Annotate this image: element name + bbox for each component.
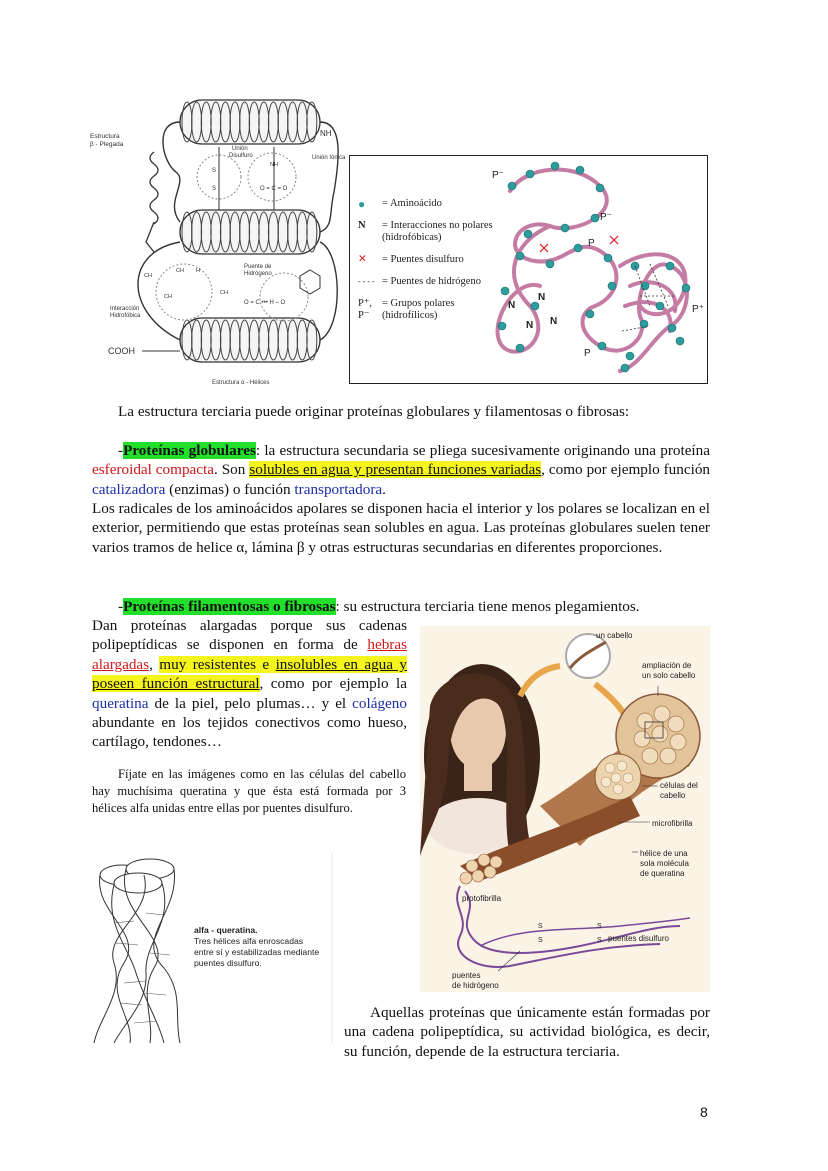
legend-hydrogen: - - - - = Puentes de hidrógeno <box>358 276 481 287</box>
beta-label: Estructura <box>90 133 120 140</box>
svg-text:P: P <box>588 238 595 249</box>
fibrous-paragraph: Dan proteínas alargadas porque sus cadenas polipeptídicas se disponen en forma de hebras alargadas, muy resistentes e insolubles en agua y poseen función estructural, como por ejemplo la queratina de la piel, pelo plumas… y el colágeno abundante en los tejidos conectivos como hueso, cartílago, tendones… <box>92 617 408 751</box>
tertiary-structure-figure <box>84 92 352 388</box>
svg-text:CH: CH <box>176 268 184 274</box>
keratin-caption <box>194 925 334 969</box>
svg-text:P⁺: P⁺ <box>692 304 704 315</box>
svg-text:sola molécula: sola molécula <box>640 859 689 868</box>
svg-text:N: N <box>550 316 558 327</box>
svg-text:CH: CH <box>144 273 152 279</box>
legend-disulfide: ✕ = Puentes disulfuro <box>358 254 464 265</box>
globular-title: Proteínas globulares <box>123 442 256 459</box>
hbridge-label: Hidrógeno <box>244 271 272 277</box>
svg-text:S: S <box>597 937 602 944</box>
svg-text:P: P <box>584 348 591 359</box>
svg-text:NH: NH <box>270 162 278 168</box>
hydrophobic-label: Hidrofóbica <box>110 313 141 319</box>
label-celulas: células del <box>660 781 698 790</box>
svg-text:cabello: cabello <box>660 791 686 800</box>
fibrous-title: Proteínas filamentosas o fibrosas <box>123 598 336 615</box>
label-protofibrilla: protofibrilla <box>462 894 502 903</box>
n-marker: N <box>508 300 516 311</box>
svg-text:O = C = O: O = C = O <box>260 186 288 192</box>
cooh-label: COOH <box>108 346 135 356</box>
hair-structure-svg <box>420 626 710 992</box>
label-un-cabello: un cabello <box>596 631 633 640</box>
label-helice: hélice de una <box>640 849 688 858</box>
svg-text:P⁻: P⁻ <box>600 212 612 223</box>
ionic-label: Unión Iónica <box>312 155 346 161</box>
svg-text:S: S <box>212 186 217 192</box>
tertiary-structure-svg <box>84 92 352 388</box>
hair-structure-figure <box>420 626 710 992</box>
globular-paragraph-2: Los radicales de los aminoácidos apolares se disponen hacia el interior y los polares se localizan en el exterior, permitiendo que estas proteínas sean solubles en agua. Las proteínas globulares suelen tener varios tramos de helice α, lámina β y otras estructuras secundarias en diferentes proporciones. <box>92 500 710 556</box>
chain-legend <box>358 198 508 322</box>
alpha-label: Estructura α - Hélices <box>212 380 270 386</box>
svg-text:N: N <box>538 292 546 303</box>
svg-text:Unión: Unión <box>232 146 248 152</box>
fibrous-title-line: -Proteínas filamentosas o fibrosas: su estructura terciaria tiene menos plegamientos. <box>118 598 640 615</box>
label-ampliacion: ampliación de <box>642 661 692 670</box>
svg-text:de queratina: de queratina <box>640 869 685 878</box>
legend-nonpolar: N = Interacciones no polares (hidrofóbicas) <box>358 220 493 243</box>
amino-chain-figure <box>349 155 708 384</box>
alpha-keratin-figure <box>84 853 334 1043</box>
legend-amino: ● = Aminoácido <box>358 197 442 211</box>
page-number: 8 <box>700 1104 708 1120</box>
svg-text:CH: CH <box>220 290 228 296</box>
svg-text:Interacción: Interacción <box>110 306 140 312</box>
label-puentes-disulfuro: puentes disulfuro <box>608 934 669 943</box>
svg-text:S: S <box>597 923 602 930</box>
svg-text:S: S <box>212 168 217 174</box>
p-minus-marker: P⁻ <box>492 170 504 181</box>
label-puentes-hidrogeno: puentes <box>452 971 481 980</box>
svg-text:de hidrógeno: de hidrógeno <box>452 981 499 990</box>
svg-text:CH: CH <box>164 294 172 300</box>
svg-text:S: S <box>538 937 543 944</box>
intro-paragraph: La estructura terciaria puede originar proteínas globulares y filamentosas o fibrosas: <box>118 403 630 420</box>
svg-text:N: N <box>526 320 534 331</box>
nh2-label: NH <box>320 129 332 138</box>
svg-text:β - Plegada: β - Plegada <box>90 141 124 148</box>
keratin-note: Fíjate en las imágenes como en las células del cabello hay muchísima queratina y que ésta está formada por 3 hélices alfa unidas entre ellas por puentes disulfuro. <box>92 767 406 816</box>
label-microfibrilla: microfibrilla <box>652 819 693 828</box>
disulfide-label: Disulfuro <box>229 153 253 159</box>
legend-polar: P⁺, P⁻ = Grupos polares (hidrofílicos) <box>358 298 455 321</box>
svg-text:O = C ••• H – O: O = C ••• H – O <box>244 300 286 306</box>
svg-text:H: H <box>196 268 200 274</box>
svg-text:un solo cabello: un solo cabello <box>642 671 696 680</box>
svg-text:Puente de: Puente de <box>244 264 272 270</box>
final-paragraph: Aquellas proteínas que únicamente están formadas por una cadena polipeptídica, su actividad biológica, es decir, su función, depende de la estructura terciaria. <box>344 1004 710 1060</box>
keratin-caption-text: Tres hélices alfa enroscadas entre sí y estabilizadas mediante puentes disulfuro. <box>194 936 320 968</box>
svg-text:S: S <box>538 923 543 930</box>
globular-paragraph: -Proteínas globulares: la estructura secundaria se pliega sucesivamente originando una proteína esferoidal compacta. Son solubles en agua y presentan funciones variadas, como por ejemplo función catalizadora (enzimas) o función transportadora. <box>92 442 711 498</box>
keratin-title: alfa - queratina. <box>194 925 258 935</box>
